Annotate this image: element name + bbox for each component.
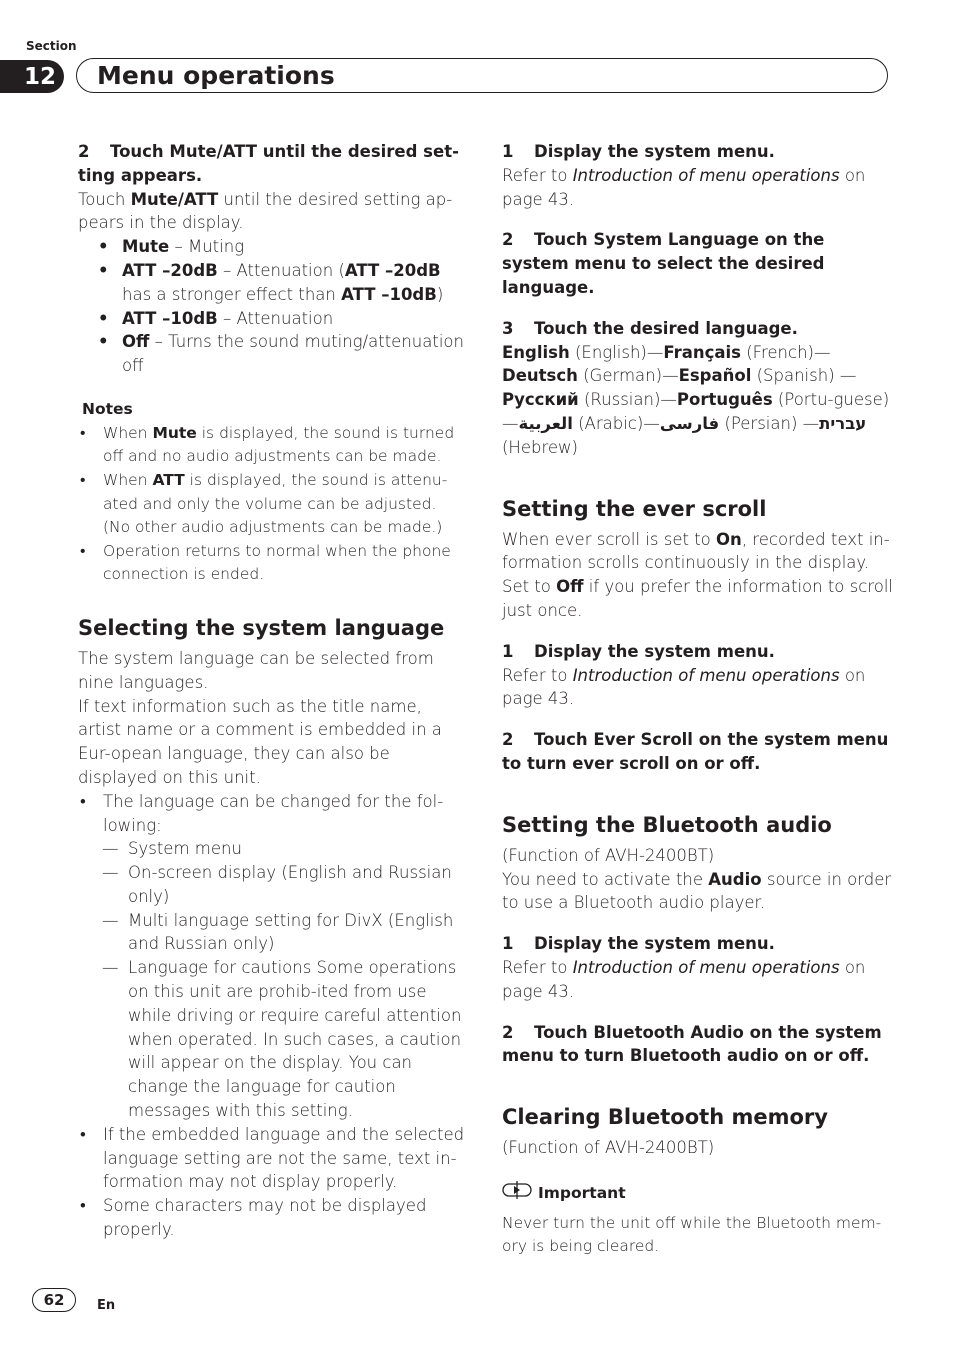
language-name: Français xyxy=(663,342,741,362)
language-desc: (Russian)— xyxy=(578,390,677,410)
list-item xyxy=(78,422,468,469)
option-desc: – Turns the sound muting/attenuation off xyxy=(122,332,464,376)
list-item: — Multi language setting for DivX (English and Russian only) xyxy=(78,909,468,957)
step-heading xyxy=(502,228,894,299)
step-number: 2 xyxy=(502,1022,514,1042)
step-heading xyxy=(502,1021,894,1069)
option-desc: has a stronger effect than xyxy=(122,284,342,304)
text-bold: On xyxy=(716,529,742,549)
language-desc: (Portu-guese)— xyxy=(502,390,890,433)
option-desc: – Muting xyxy=(169,237,245,257)
step-number: 3 xyxy=(502,318,514,338)
text: Refer to xyxy=(502,665,573,685)
language-desc: (French)— xyxy=(741,342,831,362)
step-number: 2 xyxy=(78,142,90,161)
text-italic: Introduction of menu operations xyxy=(572,165,840,185)
language-name: עברית xyxy=(819,413,867,433)
language-section xyxy=(78,615,468,1242)
notes-section xyxy=(78,398,468,587)
ever-scroll-section xyxy=(502,496,894,776)
language-name: العربية xyxy=(518,413,573,433)
list-item xyxy=(78,235,468,259)
bt-step-2 xyxy=(502,1021,894,1069)
step-heading xyxy=(502,640,894,664)
mute-step xyxy=(78,140,468,378)
text: on page 43. xyxy=(502,957,866,1001)
scroll-step-2 xyxy=(502,728,894,776)
option-name: ATT –10dB xyxy=(122,308,218,328)
step-title: Display the system menu. xyxy=(534,641,775,661)
page-number: 62 xyxy=(32,1288,76,1312)
step-body xyxy=(502,956,894,1004)
text: is displayed, the sound is attenu-ated and only the volume can be adjusted. (No other audio adjustments can be made.) xyxy=(103,470,448,537)
text: When xyxy=(103,470,153,489)
step-number: 1 xyxy=(502,641,514,661)
list-item xyxy=(78,540,468,587)
language-bullets-2 xyxy=(78,1123,468,1242)
list-item: — On-screen display (English and Russian only) xyxy=(78,861,468,909)
language-bullets xyxy=(78,790,468,838)
text: Refer to xyxy=(502,165,573,185)
list-item: • If the embedded language and the selected language setting are not the same, text in-formation may not display properly. xyxy=(78,1123,468,1194)
text: source in order to use a Bluetooth audio player. xyxy=(502,869,892,913)
option-name: ATT –20dB xyxy=(122,260,218,280)
important-body: Never turn the unit off while the Bluetooth mem-ory is being cleared. xyxy=(502,1213,882,1256)
text: until the desired setting ap-pears in the display. xyxy=(78,189,453,233)
language-desc: (Spanish) — xyxy=(751,366,857,386)
step-heading xyxy=(502,728,894,776)
option-name: ATT –20dB xyxy=(344,260,441,280)
language-desc: (English)— xyxy=(569,342,664,362)
step-body xyxy=(502,164,894,212)
page-title-text: Menu operations xyxy=(97,61,335,90)
step-heading xyxy=(502,317,894,341)
text: Refer to xyxy=(502,957,573,977)
text: on page 43. xyxy=(502,665,866,709)
bt-step-1 xyxy=(502,932,894,1003)
text: , recorded text in-formation scrolls continuously in the display. Set to xyxy=(502,529,890,597)
section-heading: Selecting the system language xyxy=(78,615,445,640)
text: is displayed, the sound is turned off and no audio adjustments can be made. xyxy=(103,423,455,466)
text-italic: Introduction of menu operations xyxy=(572,957,840,977)
text: When ever scroll is set to xyxy=(502,529,717,549)
bluetooth-audio-section xyxy=(502,812,894,1068)
step-title: Touch Bluetooth Audio on the system menu to turn Bluetooth audio on or off. xyxy=(502,1022,882,1066)
important-text: Important xyxy=(538,1183,626,1202)
text-bold: Mute/ATT xyxy=(130,189,219,209)
language-name: Español xyxy=(678,366,752,386)
list-item xyxy=(78,469,468,540)
list-item xyxy=(78,307,468,331)
function-note: (Function of AVH-2400BT) xyxy=(502,1138,715,1158)
step-heading xyxy=(502,932,894,956)
language-code: En xyxy=(97,1298,116,1313)
notes-list xyxy=(78,422,468,587)
lang-step-2 xyxy=(502,228,894,299)
paragraph: The system language can be selected from nine languages. xyxy=(78,648,434,692)
language-desc: (German)— xyxy=(577,366,679,386)
step-number: 2 xyxy=(502,730,514,750)
step-body xyxy=(78,188,468,236)
language-desc: (Arabic)— xyxy=(572,413,660,433)
section-heading: Setting the ever scroll xyxy=(502,496,767,521)
step-number: 1 xyxy=(502,142,514,161)
language-name: Русский xyxy=(502,390,579,410)
section-heading: Clearing Bluetooth memory xyxy=(502,1105,828,1130)
step-heading xyxy=(502,140,894,164)
list-item xyxy=(78,330,468,378)
clear-bt-memory-section xyxy=(502,1104,894,1259)
right-column xyxy=(502,140,894,1259)
list-item: — System menu xyxy=(78,837,468,861)
text-italic: Introduction of menu operations xyxy=(572,665,840,685)
option-name: Off xyxy=(122,332,150,352)
language-dash-list xyxy=(78,837,468,1123)
scroll-step-1 xyxy=(502,640,894,711)
text: You need to activate the xyxy=(502,869,709,889)
option-name: ATT –10dB xyxy=(341,284,437,304)
step-heading xyxy=(78,140,468,188)
text: if you prefer the information to scroll just once. xyxy=(502,577,894,620)
left-column xyxy=(78,140,468,1242)
step-number: 1 xyxy=(502,934,514,954)
list-item: — Language for cautions Some operations on this unit are prohib-ited from use while driving or require careful attention when operated. In such cases, a caution will appear on the display. You can change the language for caution messages with this setting. xyxy=(78,956,468,1123)
text-bold: Mute xyxy=(152,423,197,442)
step-number: 2 xyxy=(502,230,514,250)
text-bold: Off xyxy=(556,577,584,597)
important-label xyxy=(502,1180,894,1208)
language-name: فارسی xyxy=(659,413,720,433)
lang-step-3 xyxy=(502,317,894,460)
important-icon xyxy=(502,1180,532,1208)
text: on page 43. xyxy=(502,165,866,209)
text: When xyxy=(103,423,153,442)
section-label: Section xyxy=(26,39,77,53)
language-name: Português xyxy=(676,390,773,410)
step-title: Display the system menu. xyxy=(534,142,775,161)
text-bold: ATT xyxy=(152,470,185,489)
page-title xyxy=(76,58,888,93)
section-number-badge: 12 xyxy=(0,60,64,93)
option-desc: – Attenuation xyxy=(217,308,334,328)
lang-step-1 xyxy=(502,140,894,211)
mute-options-list xyxy=(78,235,468,378)
text: Touch xyxy=(78,189,131,209)
language-desc: (Hebrew) xyxy=(502,437,578,457)
language-list xyxy=(502,341,894,460)
step-title: Touch Ever Scroll on the system menu to turn ever scroll on or off. xyxy=(502,730,889,773)
option-desc: ) xyxy=(436,284,444,304)
option-desc: – Attenuation ( xyxy=(217,260,345,280)
paragraph xyxy=(502,868,894,916)
language-desc: (Persian) — xyxy=(719,413,820,433)
language-name: Deutsch xyxy=(502,366,578,386)
step-title: Touch System Language on the system menu to select the desired language. xyxy=(502,230,825,297)
list-item: • Some characters may not be displayed properly. xyxy=(78,1194,468,1242)
function-note: (Function of AVH-2400BT) xyxy=(502,845,715,865)
text: Operation returns to normal when the phone connection is ended. xyxy=(103,541,451,584)
text-bold: Audio xyxy=(708,869,762,889)
paragraph: If text information such as the title name, artist name or a comment is embedded in a Eur-opean language, they can also be displayed on this unit. xyxy=(78,696,442,787)
text: The language can be changed for the fol-lowing: xyxy=(103,791,444,835)
paragraph xyxy=(502,528,894,623)
step-body xyxy=(502,664,894,712)
option-name: Mute xyxy=(122,237,170,257)
list-item xyxy=(78,790,468,838)
section-heading: Setting the Bluetooth audio xyxy=(502,812,832,837)
step-title: Display the system menu. xyxy=(534,934,775,954)
step-title: Touch the desired language. xyxy=(534,318,798,338)
language-name: English xyxy=(502,342,570,362)
list-item xyxy=(78,259,468,307)
notes-heading: Notes xyxy=(82,399,133,418)
step-title: Touch Mute/ATT until the desired set-ting appears. xyxy=(78,142,459,185)
